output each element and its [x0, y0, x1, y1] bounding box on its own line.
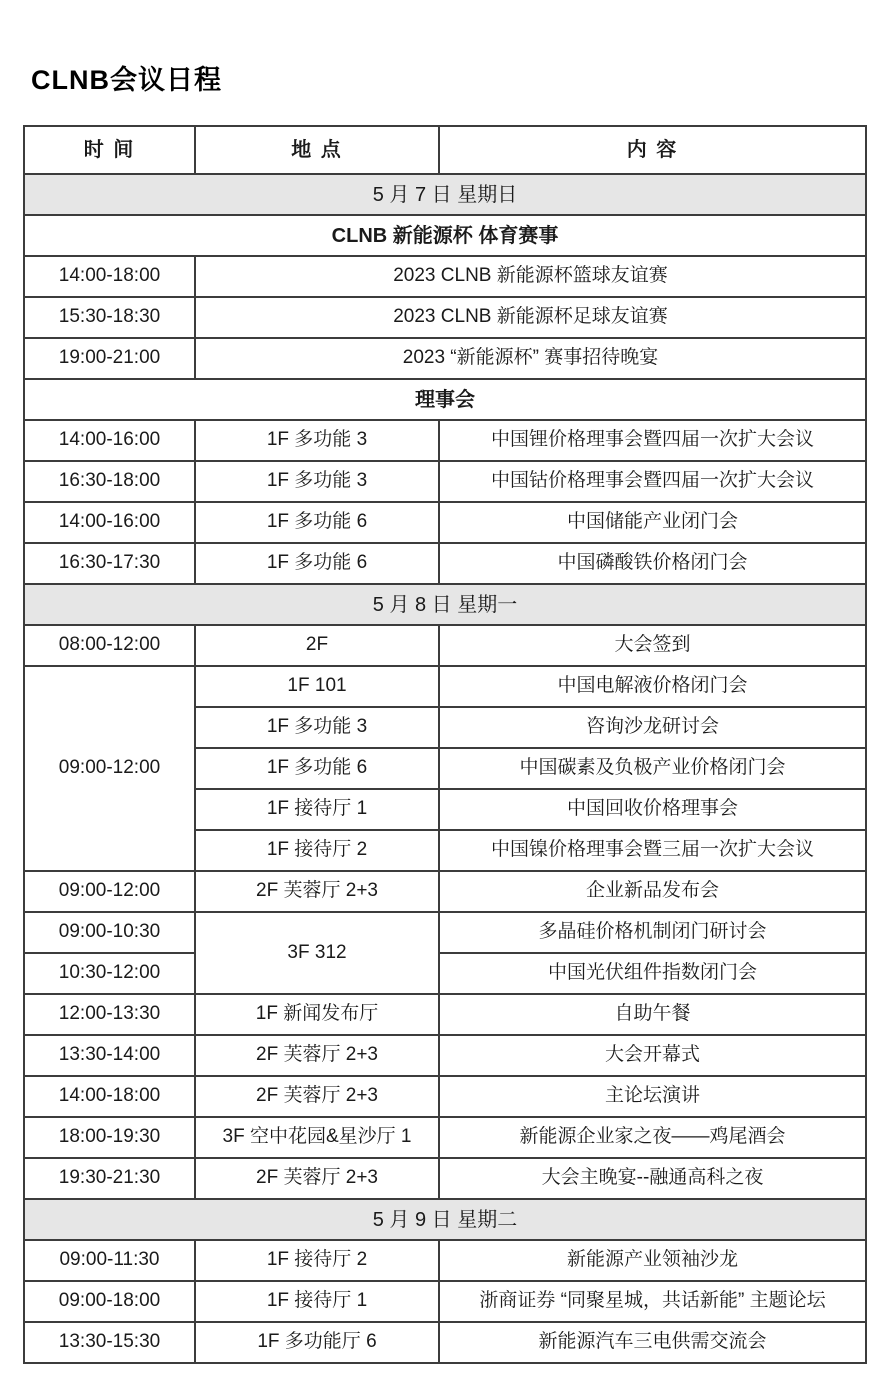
content-cell: 大会主晚宴--融通高科之夜: [439, 1158, 866, 1199]
time-cell: 13:30-15:30: [24, 1322, 195, 1363]
content-cell: 2023 CLNB 新能源杯足球友谊赛: [195, 297, 866, 338]
date-label: 5 月 9 日 星期二: [24, 1199, 866, 1240]
venue-cell: 1F 101: [195, 666, 439, 707]
event-row: [24, 1158, 866, 1199]
venue-cell: 1F 多功能 6: [195, 543, 439, 584]
venue-cell: 2F 芙蓉厅 2+3: [195, 871, 439, 912]
event-row: [24, 1076, 866, 1117]
content-cell: 中国电解液价格闭门会: [439, 666, 866, 707]
venue-cell: 1F 新闻发布厅: [195, 994, 439, 1035]
date-row: [24, 1199, 866, 1240]
event-row: [24, 666, 866, 707]
column-header-content: 内 容: [439, 126, 866, 174]
event-row: [24, 543, 866, 584]
content-cell: 中国磷酸铁价格闭门会: [439, 543, 866, 584]
venue-cell: 1F 多功能 3: [195, 461, 439, 502]
time-cell: 09:00-12:00: [24, 871, 195, 912]
content-cell: 中国碳素及负极产业价格闭门会: [439, 748, 866, 789]
content-cell: 中国钴价格理事会暨四届一次扩大会议: [439, 461, 866, 502]
venue-cell: 2F 芙蓉厅 2+3: [195, 1158, 439, 1199]
schedule-table: [23, 125, 867, 1364]
content-cell: 新能源企业家之夜——鸡尾酒会: [439, 1117, 866, 1158]
content-cell: 中国锂价格理事会暨四届一次扩大会议: [439, 420, 866, 461]
time-cell: 16:30-18:00: [24, 461, 195, 502]
date-row: [24, 584, 866, 625]
venue-cell: 1F 多功能 6: [195, 502, 439, 543]
content-cell: 咨询沙龙研讨会: [439, 707, 866, 748]
venue-cell: 1F 接待厅 1: [195, 1281, 439, 1322]
venue-cell: 3F 空中花园&星沙厅 1: [195, 1117, 439, 1158]
content-cell: 新能源产业领袖沙龙: [439, 1240, 866, 1281]
venue-cell: 2F 芙蓉厅 2+3: [195, 1076, 439, 1117]
content-cell: 大会签到: [439, 625, 866, 666]
event-row: [24, 953, 866, 994]
event-row: [24, 912, 866, 953]
content-cell: 大会开幕式: [439, 1035, 866, 1076]
venue-cell: 2F: [195, 625, 439, 666]
column-header-time: 时 间: [24, 126, 195, 174]
schedule-table-body: [24, 174, 866, 1363]
venue-cell: 1F 多功能 6: [195, 748, 439, 789]
time-cell: 14:00-18:00: [24, 256, 195, 297]
content-cell: 中国回收价格理事会: [439, 789, 866, 830]
time-cell: 14:00-18:00: [24, 1076, 195, 1117]
time-cell: 09:00-10:30: [24, 912, 195, 953]
time-cell: 12:00-13:30: [24, 994, 195, 1035]
event-row: [24, 297, 866, 338]
time-cell: 13:30-14:00: [24, 1035, 195, 1076]
time-cell: 16:30-17:30: [24, 543, 195, 584]
column-header-venue: 地 点: [195, 126, 439, 174]
event-row: [24, 1240, 866, 1281]
event-row: [24, 994, 866, 1035]
event-row: [24, 1281, 866, 1322]
time-cell: 09:00-12:00: [24, 666, 195, 871]
event-row: [24, 502, 866, 543]
page-title: CLNB会议日程: [31, 65, 222, 95]
date-label: 5 月 7 日 星期日: [24, 174, 866, 215]
venue-cell: 1F 多功能 3: [195, 707, 439, 748]
event-row: [24, 338, 866, 379]
venue-cell: 1F 接待厅 2: [195, 1240, 439, 1281]
content-cell: 自助午餐: [439, 994, 866, 1035]
date-row: [24, 174, 866, 215]
time-cell: 08:00-12:00: [24, 625, 195, 666]
time-cell: 15:30-18:30: [24, 297, 195, 338]
section-label: 理事会: [24, 379, 866, 420]
content-cell: 中国光伏组件指数闭门会: [439, 953, 866, 994]
section-row: [24, 379, 866, 420]
date-label: 5 月 8 日 星期一: [24, 584, 866, 625]
content-cell: 2023 CLNB 新能源杯篮球友谊赛: [195, 256, 866, 297]
time-cell: 19:30-21:30: [24, 1158, 195, 1199]
time-cell: 14:00-16:00: [24, 502, 195, 543]
venue-cell: 1F 接待厅 2: [195, 830, 439, 871]
section-row: [24, 215, 866, 256]
event-row: [24, 256, 866, 297]
event-row: [24, 1035, 866, 1076]
event-row: [24, 1117, 866, 1158]
venue-cell: 3F 312: [195, 912, 439, 994]
schedule-table-header: [24, 126, 866, 174]
section-label: CLNB 新能源杯 体育赛事: [24, 215, 866, 256]
content-cell: 主论坛演讲: [439, 1076, 866, 1117]
content-cell: 中国镍价格理事会暨三届一次扩大会议: [439, 830, 866, 871]
header-row: [24, 126, 866, 174]
content-cell: 新能源汽车三电供需交流会: [439, 1322, 866, 1363]
event-row: [24, 625, 866, 666]
time-cell: 09:00-18:00: [24, 1281, 195, 1322]
time-cell: 18:00-19:30: [24, 1117, 195, 1158]
event-row: [24, 461, 866, 502]
time-cell: 14:00-16:00: [24, 420, 195, 461]
venue-cell: 1F 多功能厅 6: [195, 1322, 439, 1363]
venue-cell: 2F 芙蓉厅 2+3: [195, 1035, 439, 1076]
content-cell: 2023 “新能源杯” 赛事招待晚宴: [195, 338, 866, 379]
content-cell: 浙商证券 “同聚星城，共话新能” 主题论坛: [439, 1281, 866, 1322]
content-cell: 多晶硅价格机制闭门研讨会: [439, 912, 866, 953]
time-cell: 10:30-12:00: [24, 953, 195, 994]
venue-cell: 1F 接待厅 1: [195, 789, 439, 830]
content-cell: 企业新品发布会: [439, 871, 866, 912]
event-row: [24, 420, 866, 461]
content-cell: 中国储能产业闭门会: [439, 502, 866, 543]
time-cell: 09:00-11:30: [24, 1240, 195, 1281]
event-row: [24, 1322, 866, 1363]
event-row: [24, 871, 866, 912]
venue-cell: 1F 多功能 3: [195, 420, 439, 461]
time-cell: 19:00-21:00: [24, 338, 195, 379]
